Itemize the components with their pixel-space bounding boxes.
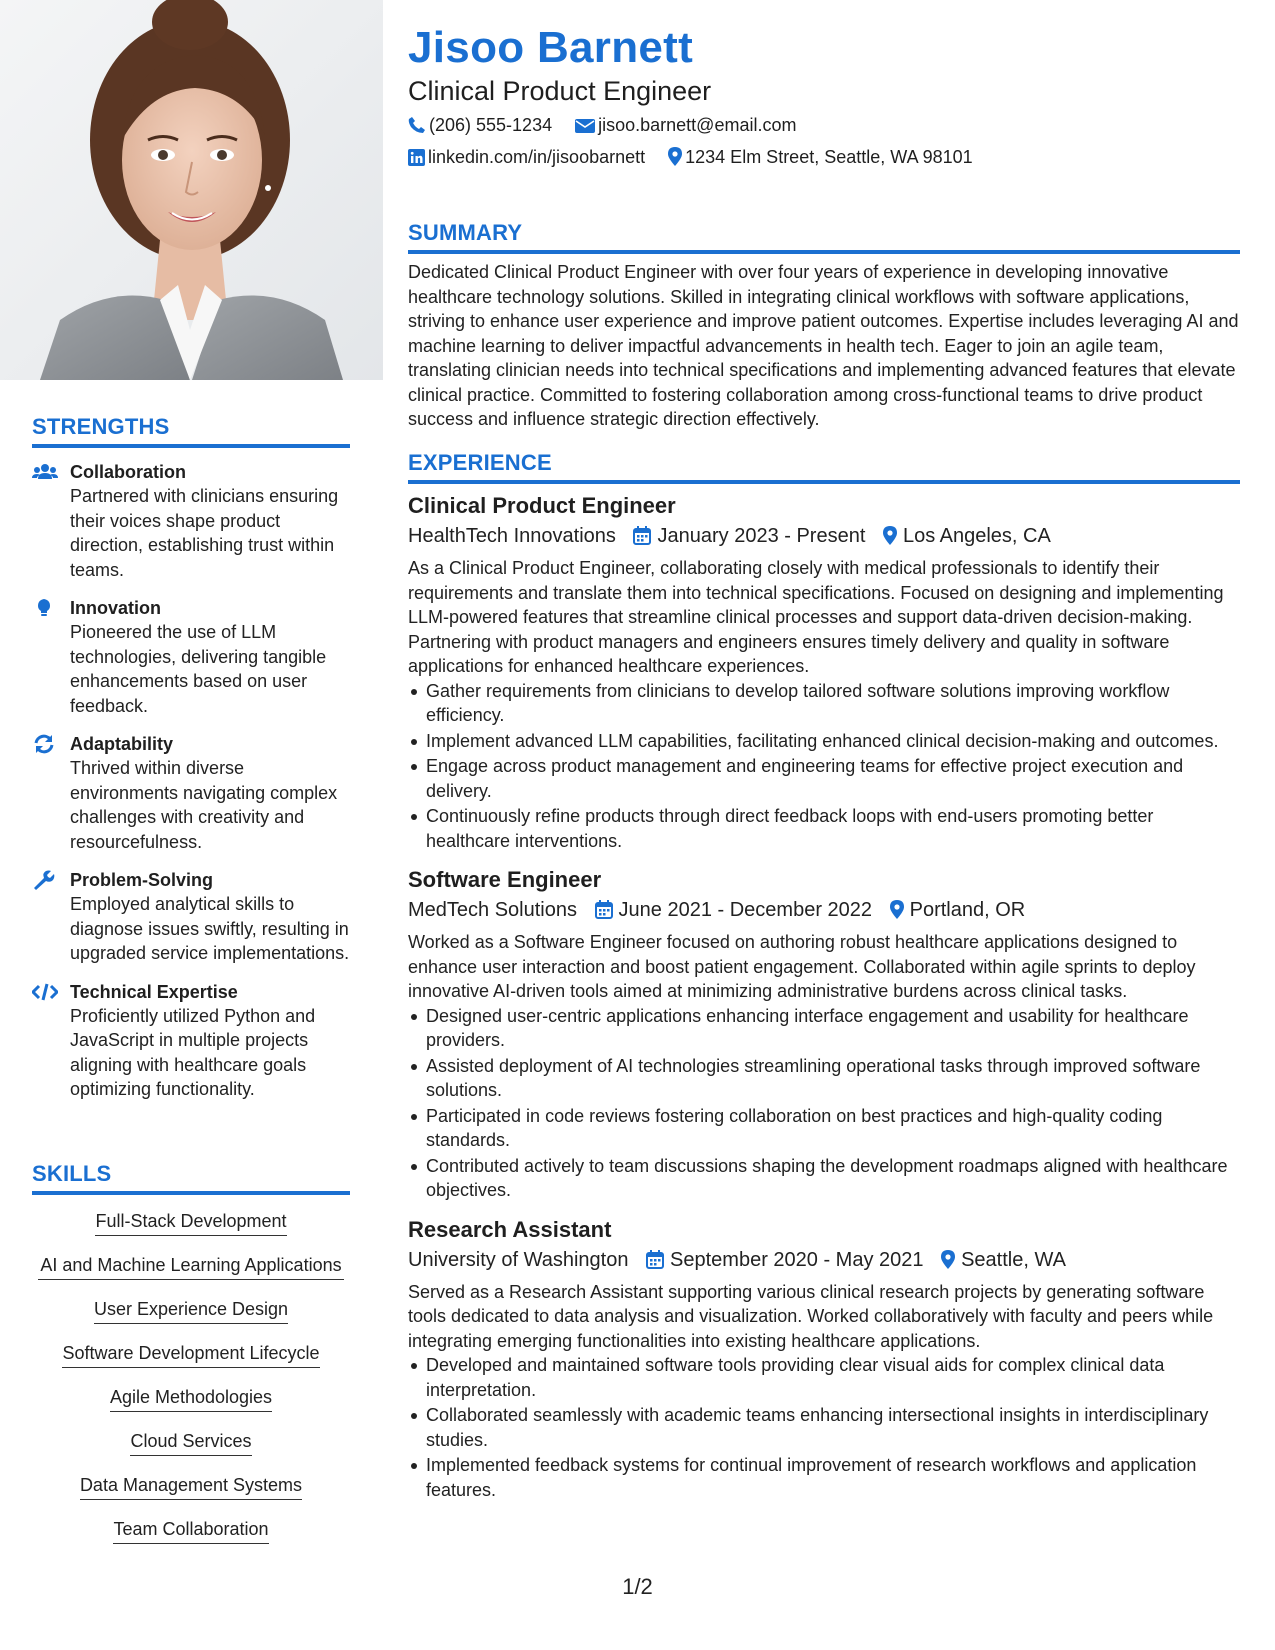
job-bullet: Designed user-centric applications enhancing interface engagement and usability for healthcare providers. (408, 1004, 1240, 1053)
calendar-icon (646, 1250, 664, 1269)
strength-item (32, 868, 350, 966)
phone-contact[interactable] (408, 113, 552, 137)
skill-item: Data Management Systems (80, 1473, 302, 1500)
wrench-icon (32, 870, 58, 890)
linkedin-contact[interactable] (408, 145, 645, 169)
contact-row-2 (408, 145, 991, 169)
skill-item: Software Development Lifecycle (62, 1341, 319, 1368)
job-meta (408, 1246, 1240, 1274)
strength-item (32, 596, 350, 718)
contact-row (408, 113, 814, 137)
strength-name: Innovation (70, 598, 161, 618)
calendar-icon (595, 900, 613, 919)
candidate-name: Jisoo Barnett (408, 23, 694, 72)
map-pin-icon (883, 526, 897, 545)
address-contact (668, 145, 973, 169)
job-entry (408, 1216, 1240, 1503)
job-bullet: Contributed actively to team discussions shaping the development roadmaps aligned with healthcare objectives. (408, 1154, 1240, 1203)
job-location: Los Angeles, CA (902, 525, 1051, 547)
skill-item: Cloud Services (130, 1429, 251, 1456)
code-icon (32, 982, 58, 1002)
strength-item (32, 732, 350, 854)
skills-section (32, 1161, 350, 1561)
skill-item: User Experience Design (94, 1297, 288, 1324)
strengths-section (32, 414, 350, 1102)
job-meta (408, 896, 1240, 924)
strength-name: Technical Expertise (70, 981, 238, 1002)
job-bullet: Continuously refine products through direct feedback loops with end-users promoting better healthcare interventions. (408, 804, 1240, 853)
job-dates: June 2021 - December 2022 (618, 899, 873, 921)
job-title: Research Assistant (408, 1216, 612, 1242)
job-bullets (408, 1004, 1240, 1203)
map-pin-icon (941, 1250, 955, 1269)
email-icon (575, 118, 595, 134)
users-icon (32, 462, 58, 482)
strength-desc: Pioneered the use of LLM technologies, delivering tangible enhancements based on user feedback. (70, 622, 327, 716)
left-column (0, 0, 383, 1650)
address-text: 1234 Elm Street, Seattle, WA 98101 (685, 147, 973, 167)
strength-desc: Employed analytical skills to diagnose issues swiftly, resulting in upgraded service implementations. (70, 894, 350, 963)
portrait-image (0, 0, 383, 380)
job-bullet: Gather requirements from clinicians to develop tailored software solutions improving workflow efficiency. (408, 679, 1240, 728)
job-bullet: Participated in code reviews fostering collaboration on best practices and high-quality coding standards. (408, 1104, 1240, 1153)
job-title: Clinical Product Engineer (408, 493, 676, 518)
job-entry (408, 866, 1240, 1203)
strength-desc: Proficiently utilized Python and JavaScript in multiple projects aligning with healthcare goals optimizing functionality. (70, 1005, 316, 1099)
profile-photo (0, 0, 383, 380)
job-bullet: Implement advanced LLM capabilities, facilitating enhanced clinical decision-making and outcomes. (408, 729, 1240, 754)
job-location: Portland, OR (909, 899, 1026, 921)
sync-icon (32, 734, 58, 754)
job-bullet: Assisted deployment of AI technologies streamlining operational tasks through improved software solutions. (408, 1054, 1240, 1103)
strength-desc: Thrived within diverse environments navigating complex challenges with creativity and resourcefulness. (70, 758, 338, 852)
job-description: Worked as a Software Engineer focused on authoring robust healthcare applications designed to enhance user interaction and boost patient engagement. Collaborated within agile sprints to deploy innovative AI-driven tools aimed at minimizing administrative burdens across clinical tasks. (408, 932, 1196, 1001)
job-company: University of Washington (408, 1248, 629, 1271)
calendar-icon (633, 526, 651, 545)
job-meta (408, 522, 1240, 550)
strength-desc: Partnered with clinicians ensuring their voices shape product direction, establishing trust within teams. (70, 486, 339, 580)
job-bullets (408, 679, 1240, 854)
map-pin-icon (668, 147, 682, 166)
map-pin-icon (890, 900, 904, 919)
summary-text: Dedicated Clinical Product Engineer with over four years of experience in developing innovative healthcare technology solutions. Skilled in integrating clinical workflows with software applications, striving to enhance user experience and improve patient outcomes. Expertise includes leveraging AI and machine learning to deliver impactful advancements in health tech. Eager to join an agile team, translating clinician needs into technical specifications and implementing advanced features that elevate clinical practice. Committed to fostering collaboration among cross-functional teams to drive product success and influence strategic direction effectively. (408, 262, 1239, 429)
job-bullet: Engage across product management and engineering teams for effective project execution and delivery. (408, 754, 1240, 803)
phone-icon (408, 116, 426, 134)
phone-text: (206) 555-1234 (429, 115, 553, 135)
job-bullets (408, 1353, 1240, 1502)
summary-section (408, 220, 1240, 432)
linkedin-text: linkedin.com/in/jisoobarnett (428, 147, 646, 167)
email-text: jisoo.barnett@email.com (598, 115, 797, 135)
linkedin-icon (408, 149, 425, 166)
job-company: MedTech Solutions (408, 899, 577, 921)
job-bullet: Developed and maintained software tools providing clear visual aids for complex clinical data interpretation. (408, 1353, 1240, 1402)
skills-list (32, 1209, 350, 1561)
strength-name: Problem-Solving (70, 870, 214, 890)
skills-heading: SKILLS (32, 1161, 350, 1195)
skill-item: Team Collaboration (113, 1517, 268, 1544)
strength-item (32, 460, 350, 582)
job-bullet: Implemented feedback systems for continual improvement of research workflows and application features. (408, 1453, 1240, 1502)
candidate-title: Clinical Product Engineer (408, 76, 712, 106)
job-dates: September 2020 - May 2021 (670, 1248, 924, 1271)
experience-heading: EXPERIENCE (408, 450, 1240, 484)
strength-item (32, 980, 350, 1102)
skill-item: Full-Stack Development (95, 1209, 286, 1236)
strength-name: Adaptability (70, 734, 174, 754)
job-title: Software Engineer (408, 867, 602, 892)
skill-item: AI and Machine Learning Applications (38, 1253, 344, 1280)
job-description: Served as a Research Assistant supporting various clinical research projects by generating software tools dedicated to data analysis and visualization. Worked collaboratively with faculty and peers while integrating emerging functionalities into existing healthcare applications. (408, 1281, 1214, 1351)
job-location: Seattle, WA (961, 1248, 1066, 1271)
email-contact[interactable] (575, 113, 796, 137)
job-description: As a Clinical Product Engineer, collaborating closely with medical professionals to identify their requirements and translate them into technical specifications. Focused on designing and implementing LLM-powered features that streamline clinical processes and support data-driven decision-making. Partnering with product managers and engineers ensures timely delivery and quality in software applications for enhanced healthcare experiences. (408, 558, 1224, 676)
summary-heading: SUMMARY (408, 220, 1240, 254)
job-company: HealthTech Innovations (408, 525, 616, 547)
strengths-heading: STRENGTHS (32, 414, 350, 448)
job-dates: January 2023 - Present (657, 525, 866, 547)
strength-name: Collaboration (70, 462, 186, 482)
lightbulb-icon (32, 598, 58, 618)
job-entry (408, 492, 1240, 853)
page-indicator: 1/2 (622, 1574, 653, 1599)
experience-section (408, 450, 1240, 1503)
skill-item: Agile Methodologies (110, 1385, 272, 1412)
job-bullet: Collaborated seamlessly with academic teams enhancing intersectional insights in interdisciplinary studies. (408, 1403, 1240, 1452)
